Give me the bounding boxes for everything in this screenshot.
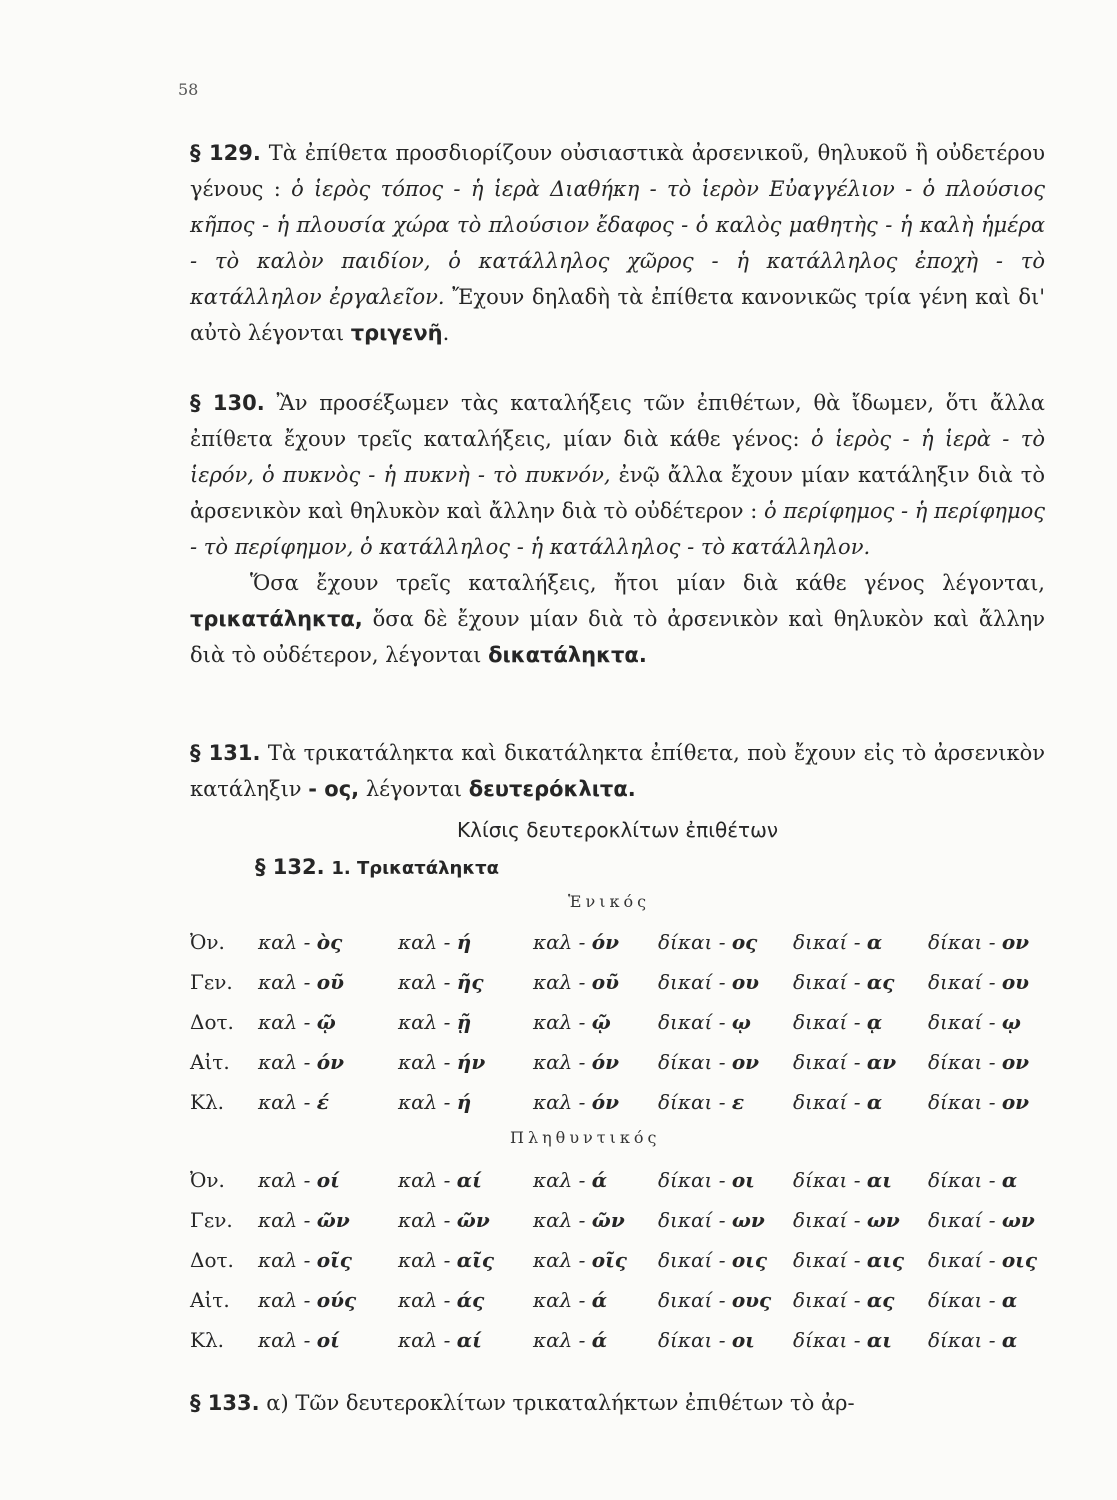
form-cell — [928, 1200, 1038, 1240]
ending: ου — [731, 970, 760, 994]
paragraph-129 — [190, 135, 1045, 351]
form-cell — [928, 1280, 1038, 1320]
stem: καλ - — [398, 1168, 457, 1192]
stem: δικαί - — [928, 1208, 1002, 1232]
ending: έ — [316, 1090, 329, 1114]
stem: δικαί - — [928, 970, 1002, 994]
term-trigeni: τριγενῆ — [350, 321, 443, 345]
stem: δίκαι - — [658, 1328, 732, 1352]
declension-title: Κλίσις δευτεροκλίτων ἐπιθέτων — [457, 818, 778, 842]
form-cell — [658, 1200, 793, 1240]
stem: καλ - — [398, 1090, 457, 1114]
paragraph-130 — [190, 385, 1045, 673]
ending: οῦ — [591, 970, 619, 994]
form-cell — [258, 922, 398, 962]
text: . — [442, 321, 450, 345]
form-cell — [533, 1320, 658, 1360]
text: Ἂν προσέξωμεν τὰς καταλήξεις τῶν ἐπιθέτων, θὰ ἴδωμεν, ὅτι ἄλλα ἐπίθετα ἔχουν τρεῖς καταλήξεις, μίαν διὰ κάθε γένος: — [190, 391, 1045, 451]
ending: ον — [731, 1050, 760, 1074]
stem: δικαί - — [928, 1248, 1002, 1272]
form-cell — [658, 962, 793, 1002]
section-mark-132: § 132. — [255, 855, 325, 879]
ending: ον — [1001, 930, 1030, 954]
stem: καλ - — [533, 1248, 592, 1272]
form-cell — [398, 1160, 533, 1200]
singular-declension-table — [190, 922, 1038, 1122]
form-cell — [258, 1082, 398, 1122]
stem: δίκαι - — [658, 1168, 732, 1192]
form-cell — [398, 1002, 533, 1042]
ending: ῳ — [731, 1010, 751, 1034]
form-cell — [398, 1042, 533, 1082]
form-cell — [258, 1200, 398, 1240]
ending: α — [1001, 1168, 1018, 1192]
form-cell — [658, 1160, 793, 1200]
ending: άς — [456, 1288, 485, 1312]
ending: ου — [1001, 970, 1030, 994]
text: Ἔχουν δηλαδὴ τὰ ἐπίθετα κανονικῶς τρία γένη καὶ δι' αὐτὸ λέγονται — [190, 285, 1045, 345]
form-cell — [793, 1042, 928, 1082]
stem: δικαί - — [658, 970, 732, 994]
ending: ᾳ — [866, 1010, 883, 1034]
ending: ῶν — [591, 1208, 625, 1232]
form-cell — [258, 1160, 398, 1200]
form-cell — [258, 1042, 398, 1082]
stem: δίκαι - — [928, 1288, 1002, 1312]
stem: δικαί - — [793, 970, 867, 994]
table-row — [190, 1320, 1038, 1360]
stem: καλ - — [398, 970, 457, 994]
case-label: Γεν. — [190, 970, 233, 994]
section-mark-129: § 129. — [190, 141, 261, 165]
stem: καλ - — [258, 1090, 317, 1114]
ending: ους — [731, 1288, 772, 1312]
ending: ων — [1001, 1208, 1035, 1232]
ending: α — [866, 1090, 883, 1114]
ending: ὸς — [316, 930, 343, 954]
text: ἐνῷ ἄλλα ἔχουν μίαν κατάληξιν διὰ τὸ ἀρσενικὸν καὶ θηλυκὸν καὶ ἄλλην διὰ τὸ οὐδέτερον : — [190, 463, 1045, 523]
stem: καλ - — [258, 1050, 317, 1074]
form-cell — [398, 1082, 533, 1122]
ending: αι — [866, 1168, 892, 1192]
stem: δικαί - — [793, 1090, 867, 1114]
form-cell — [928, 1160, 1038, 1200]
stem: καλ - — [258, 1328, 317, 1352]
text: Τὰ τρικατάληκτα καὶ δικατάληκτα ἐπίθετα, ποὺ ἔχουν εἰς τὸ ἀρσενικὸν κατάληξιν — [190, 741, 1045, 801]
ending: ων — [731, 1208, 765, 1232]
ending: ας — [866, 970, 895, 994]
stem: καλ - — [533, 1010, 592, 1034]
ending: ῆς — [456, 970, 484, 994]
case-label: Ὀν. — [190, 930, 225, 954]
ending: ε — [731, 1090, 744, 1114]
form-cell — [658, 1240, 793, 1280]
stem: δικαί - — [793, 1010, 867, 1034]
stem: καλ - — [533, 970, 592, 994]
stem: καλ - — [398, 1010, 457, 1034]
text: α) Τῶν δευτεροκλίτων τρικαταλήκτων ἐπιθέτων τὸ ἀρ- — [259, 1391, 855, 1415]
form-cell — [533, 1160, 658, 1200]
subheading-132 — [255, 855, 499, 879]
stem: δίκαι - — [658, 930, 732, 954]
form-cell — [658, 1002, 793, 1042]
ending: ῷ — [316, 1010, 336, 1034]
stem: καλ - — [533, 1090, 592, 1114]
ending: ῇ — [456, 1010, 472, 1034]
stem: καλ - — [258, 1168, 317, 1192]
stem: καλ - — [533, 1328, 592, 1352]
ending: ον — [1001, 1050, 1030, 1074]
form-cell — [928, 1320, 1038, 1360]
ending: ή — [456, 1090, 472, 1114]
stem: καλ - — [398, 1288, 457, 1312]
stem: δίκαι - — [928, 1168, 1002, 1192]
ending: όν — [316, 1050, 344, 1074]
stem: καλ - — [258, 1010, 317, 1034]
section-mark-130: § 130. — [190, 391, 265, 415]
stem: καλ - — [398, 1208, 457, 1232]
section-mark-133: § 133. — [190, 1391, 260, 1415]
form-cell — [793, 1280, 928, 1320]
table-row — [190, 1200, 1038, 1240]
ending: α — [866, 930, 883, 954]
ending: οις — [731, 1248, 768, 1272]
form-cell — [658, 1280, 793, 1320]
case-label: Γεν. — [190, 1208, 233, 1232]
table-row — [190, 1042, 1038, 1082]
trikatalikta-label: 1. Τρικατάληκτα — [331, 858, 499, 879]
form-cell — [398, 962, 533, 1002]
form-cell — [533, 1280, 658, 1320]
ending: ος — [731, 930, 758, 954]
table-row — [190, 1082, 1038, 1122]
stem: δίκαι - — [928, 1050, 1002, 1074]
stem: δίκαι - — [928, 1090, 1002, 1114]
form-cell — [928, 962, 1038, 1002]
form-cell — [533, 1042, 658, 1082]
form-cell — [533, 1002, 658, 1042]
ending: ον — [1001, 1090, 1030, 1114]
stem: δικαί - — [793, 1288, 867, 1312]
form-cell — [658, 1042, 793, 1082]
stem: δίκαι - — [928, 930, 1002, 954]
stem: δίκαι - — [658, 1090, 732, 1114]
form-cell — [258, 1280, 398, 1320]
form-cell — [258, 1320, 398, 1360]
ending: οι — [731, 1328, 755, 1352]
text: Τὰ ἐπίθετα προσδιορίζουν οὐσιαστικὰ ἀρσενικοῦ, θηλυκοῦ ἢ οὐδετέρου γένους : — [190, 141, 1046, 201]
stem: καλ - — [398, 1248, 457, 1272]
form-cell — [658, 1082, 793, 1122]
table-row — [190, 922, 1038, 962]
form-cell — [793, 1082, 928, 1122]
stem: καλ - — [398, 1050, 457, 1074]
ending: ήν — [456, 1050, 486, 1074]
ending: όν — [591, 1050, 619, 1074]
text: Ὅσα ἔχουν τρεῖς καταλήξεις, ἤτοι μίαν διὰ κάθε γένος λέγονται, — [250, 571, 1045, 595]
form-cell — [533, 922, 658, 962]
ending: ά — [591, 1328, 608, 1352]
form-cell — [928, 1002, 1038, 1042]
form-cell — [398, 1240, 533, 1280]
stem: καλ - — [258, 1208, 317, 1232]
stem: καλ - — [533, 1208, 592, 1232]
term-dikatalikta: δικατάληκτα. — [488, 643, 647, 667]
form-cell — [398, 922, 533, 962]
form-cell — [658, 922, 793, 962]
case-label: Κλ. — [190, 1090, 224, 1114]
form-cell — [793, 1002, 928, 1042]
case-label: Ὀν. — [190, 1168, 225, 1192]
page-number: 58 — [178, 80, 199, 99]
form-cell — [793, 1320, 928, 1360]
ending: ῶν — [316, 1208, 350, 1232]
form-cell — [258, 1002, 398, 1042]
stem: δικαί - — [928, 1010, 1002, 1034]
text: ὅσα δὲ ἔχουν μίαν διὰ τὸ ἀρσενικὸν καὶ θηλυκὸν καὶ ἄλλην διὰ τὸ οὐδέτερον, λέγονται — [190, 607, 1045, 667]
form-cell — [928, 1082, 1038, 1122]
table-row — [190, 1002, 1038, 1042]
stem: δίκαι - — [793, 1168, 867, 1192]
ending: οῖς — [591, 1248, 627, 1272]
case-label: Κλ. — [190, 1328, 224, 1352]
form-cell — [928, 1042, 1038, 1082]
term-deuteroklita: δευτερόκλιτα. — [468, 777, 636, 801]
stem: καλ - — [258, 930, 317, 954]
ending: αι — [866, 1328, 892, 1352]
form-cell — [258, 1240, 398, 1280]
stem: καλ - — [258, 1248, 317, 1272]
stem: δίκαι - — [928, 1328, 1002, 1352]
case-label: Δοτ. — [190, 1010, 234, 1034]
plural-label: Πληθυντικός — [510, 1128, 661, 1147]
ending: α — [1001, 1328, 1018, 1352]
ending: οῖς — [316, 1248, 352, 1272]
case-label: Αἰτ. — [190, 1288, 230, 1312]
stem: δίκαι - — [658, 1050, 732, 1074]
ending: οις — [1001, 1248, 1038, 1272]
section-mark-131: § 131. — [190, 741, 261, 765]
stem: καλ - — [533, 1288, 592, 1312]
form-cell — [398, 1200, 533, 1240]
case-label: Αἰτ. — [190, 1050, 230, 1074]
ending: αί — [456, 1168, 482, 1192]
form-cell — [793, 1200, 928, 1240]
ending: ή — [456, 930, 472, 954]
form-cell — [533, 1240, 658, 1280]
form-cell — [793, 922, 928, 962]
stem: δικαί - — [793, 1050, 867, 1074]
form-cell — [533, 962, 658, 1002]
ending: ῶν — [456, 1208, 490, 1232]
ending: αῖς — [456, 1248, 495, 1272]
stem: καλ - — [533, 930, 592, 954]
ending: οί — [316, 1328, 340, 1352]
form-cell — [928, 922, 1038, 962]
text: λέγονται — [359, 777, 469, 801]
form-cell — [533, 1200, 658, 1240]
form-cell — [258, 962, 398, 1002]
paragraph-133 — [190, 1385, 1045, 1421]
stem: καλ - — [258, 970, 317, 994]
stem: καλ - — [398, 930, 457, 954]
ending: α — [1001, 1288, 1018, 1312]
form-cell — [533, 1082, 658, 1122]
ending: ούς — [316, 1288, 357, 1312]
ending: οί — [316, 1168, 340, 1192]
table-row — [190, 1160, 1038, 1200]
ending: ων — [866, 1208, 900, 1232]
table-row — [190, 1240, 1038, 1280]
stem: δικαί - — [658, 1010, 732, 1034]
form-cell — [793, 1240, 928, 1280]
ending: οῦ — [316, 970, 344, 994]
ending-os: - ος, — [308, 777, 360, 801]
table-row — [190, 1280, 1038, 1320]
form-cell — [928, 1240, 1038, 1280]
stem: δικαί - — [658, 1288, 732, 1312]
term-trikatalikta: τρικατάληκτα, — [190, 607, 363, 631]
form-cell — [398, 1280, 533, 1320]
form-cell — [398, 1320, 533, 1360]
stem: καλ - — [533, 1050, 592, 1074]
paragraph-131 — [190, 735, 1045, 807]
case-label: Δοτ. — [190, 1248, 234, 1272]
ending: όν — [591, 1090, 619, 1114]
ending: όν — [591, 930, 619, 954]
stem: καλ - — [398, 1328, 457, 1352]
form-cell — [658, 1320, 793, 1360]
stem: δικαί - — [793, 1208, 867, 1232]
ending: ῷ — [591, 1010, 611, 1034]
singular-label: Ἑνικός — [568, 892, 651, 911]
stem: δικαί - — [793, 930, 867, 954]
examples: ὁ ἱερὸς τόπος - ἡ ἱερὰ Διαθήκη - τὸ ἱερὸν Εὐαγγέλιον - ὁ πλούσιος κῆπος - ἡ πλουσία χώρα τὸ πλούσιον ἔδαφος - ὁ καλὸς μαθητὴς - ἡ καλὴ ἡμέρα - τὸ καλὸν παιδίον, ὁ κατάλληλος χῶρος - ἡ κατάλληλος ἐποχὴ - τὸ κατάλληλον ἐργαλεῖον. — [190, 177, 1045, 309]
plural-declension-table — [190, 1160, 1038, 1360]
ending: ά — [591, 1288, 608, 1312]
examples: ὁ ἱερὸς - ἡ ἱερὰ - τὸ ἱερόν, ὁ πυκνὸς - ἡ πυκνὴ - τὸ πυκνόν, — [190, 427, 1045, 487]
stem: δικαί - — [658, 1248, 732, 1272]
stem: δικαί - — [793, 1248, 867, 1272]
ending: οι — [731, 1168, 755, 1192]
table-row — [190, 962, 1038, 1002]
stem: δίκαι - — [793, 1328, 867, 1352]
stem: καλ - — [533, 1168, 592, 1192]
stem: καλ - — [258, 1288, 317, 1312]
ending: αις — [866, 1248, 905, 1272]
ending: ῳ — [1001, 1010, 1021, 1034]
ending: ας — [866, 1288, 895, 1312]
examples: ὁ περίφημος - ἡ περίφημος - τὸ περίφημον, ὁ κατάλληλος - ἡ κατάλληλος - τὸ κατάλληλον. — [190, 499, 1045, 559]
form-cell — [793, 962, 928, 1002]
form-cell — [793, 1160, 928, 1200]
ending: αί — [456, 1328, 482, 1352]
ending: αν — [866, 1050, 897, 1074]
stem: δικαί - — [658, 1208, 732, 1232]
ending: ά — [591, 1168, 608, 1192]
